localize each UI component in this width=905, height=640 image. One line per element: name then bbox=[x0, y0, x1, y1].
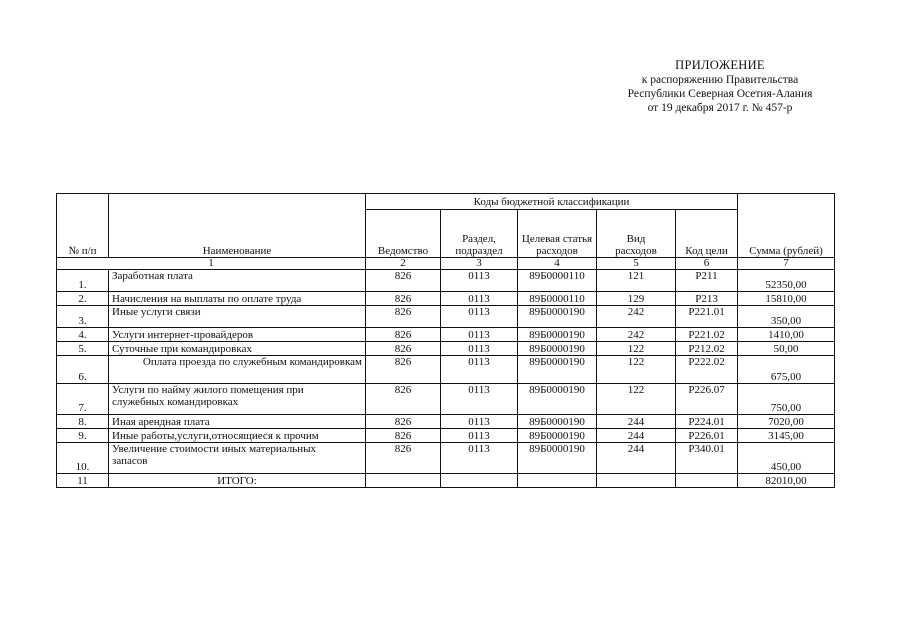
row-vedomstvo: 826 bbox=[366, 429, 441, 443]
row-razdel: 0113 bbox=[441, 415, 518, 429]
row-sum: 1410,00 bbox=[738, 328, 835, 342]
row-celevaya: 89Б0000190 bbox=[518, 342, 597, 356]
row-sum: 15810,00 bbox=[738, 292, 835, 306]
row-razdel: 0113 bbox=[441, 443, 518, 474]
column-number: 6 bbox=[676, 258, 738, 270]
row-num: 7. bbox=[57, 384, 109, 415]
total-num: 11 bbox=[57, 474, 109, 488]
row-name: Суточные при командировках bbox=[109, 342, 366, 356]
row-vedomstvo: 826 bbox=[366, 384, 441, 415]
header-budget-codes: Коды бюджетной классификации bbox=[366, 194, 738, 210]
row-name: Иные услуги связи bbox=[109, 306, 366, 328]
header-name: Наименование bbox=[109, 194, 366, 258]
row-sum: 50,00 bbox=[738, 342, 835, 356]
row-vedomstvo: 826 bbox=[366, 292, 441, 306]
empty-cell bbox=[441, 474, 518, 488]
table-row bbox=[57, 328, 835, 342]
row-vedomstvo: 826 bbox=[366, 328, 441, 342]
row-vid: 244 bbox=[597, 429, 676, 443]
row-num: 9. bbox=[57, 429, 109, 443]
row-kod-celi: P211 bbox=[676, 270, 738, 292]
header-razdel: Раздел, подраздел bbox=[441, 210, 518, 258]
header-vid: Вид расходов bbox=[597, 210, 676, 258]
table-row bbox=[57, 306, 835, 328]
header-kod-celi: Код цели bbox=[676, 210, 738, 258]
column-number: 4 bbox=[518, 258, 597, 270]
empty-cell bbox=[518, 474, 597, 488]
row-razdel: 0113 bbox=[441, 292, 518, 306]
table-row bbox=[57, 270, 835, 292]
row-razdel: 0113 bbox=[441, 384, 518, 415]
row-sum: 675,00 bbox=[738, 356, 835, 384]
row-vid: 122 bbox=[597, 384, 676, 415]
row-celevaya: 89Б0000190 bbox=[518, 443, 597, 474]
row-razdel: 0113 bbox=[441, 356, 518, 384]
row-sum: 52350,00 bbox=[738, 270, 835, 292]
row-num: 2. bbox=[57, 292, 109, 306]
header-line-decree: к распоряжению Правительства bbox=[641, 74, 799, 86]
row-kod-celi: P221.02 bbox=[676, 328, 738, 342]
column-numbers-row bbox=[57, 258, 835, 270]
row-celevaya: 89Б0000190 bbox=[518, 356, 597, 384]
row-name: Услуги по найму жилого помещения при служебных командировках bbox=[109, 384, 366, 415]
row-name: Оплата проезда по служебным командировкам bbox=[109, 356, 366, 384]
row-name: Заработная плата bbox=[109, 270, 366, 292]
total-sum: 82010,00 bbox=[738, 474, 835, 488]
empty-cell bbox=[366, 474, 441, 488]
empty-cell bbox=[597, 474, 676, 488]
row-vedomstvo: 826 bbox=[366, 443, 441, 474]
empty-cell bbox=[676, 474, 738, 488]
header-num: № п/п bbox=[57, 194, 109, 258]
row-vedomstvo: 826 bbox=[366, 415, 441, 429]
table-row bbox=[57, 342, 835, 356]
budget-table bbox=[56, 193, 835, 488]
row-num: 6. bbox=[57, 356, 109, 384]
row-vedomstvo: 826 bbox=[366, 342, 441, 356]
row-num: 4. bbox=[57, 328, 109, 342]
table-row bbox=[57, 415, 835, 429]
row-sum: 750,00 bbox=[738, 384, 835, 415]
column-number: 7 bbox=[738, 258, 835, 270]
row-sum: 450,00 bbox=[738, 443, 835, 474]
row-celevaya: 89Б0000190 bbox=[518, 328, 597, 342]
row-num: 10. bbox=[57, 443, 109, 474]
row-vid: 242 bbox=[597, 306, 676, 328]
row-vid: 244 bbox=[597, 415, 676, 429]
header-celevaya: Целевая статья расходов bbox=[518, 210, 597, 258]
row-vedomstvo: 826 bbox=[366, 270, 441, 292]
row-kod-celi: P340.01 bbox=[676, 443, 738, 474]
row-vedomstvo: 826 bbox=[366, 306, 441, 328]
row-celevaya: 89Б0000190 bbox=[518, 415, 597, 429]
row-vid: 122 bbox=[597, 356, 676, 384]
row-kod-celi: P224.01 bbox=[676, 415, 738, 429]
column-number: 1 bbox=[57, 258, 366, 270]
row-razdel: 0113 bbox=[441, 306, 518, 328]
total-row bbox=[57, 474, 835, 488]
row-name: Иная арендная плата bbox=[109, 415, 366, 429]
row-celevaya: 89Б0000190 bbox=[518, 384, 597, 415]
row-vid: 244 bbox=[597, 443, 676, 474]
row-razdel: 0113 bbox=[441, 328, 518, 342]
row-vedomstvo: 826 bbox=[366, 356, 441, 384]
row-num: 8. bbox=[57, 415, 109, 429]
row-kod-celi: P226.01 bbox=[676, 429, 738, 443]
total-label: ИТОГО: bbox=[109, 474, 366, 488]
row-celevaya: 89Б0000110 bbox=[518, 292, 597, 306]
table-row bbox=[57, 384, 835, 415]
row-name: Иные работы,услуги,относящиеся к прочим bbox=[109, 429, 366, 443]
row-celevaya: 89Б0000110 bbox=[518, 270, 597, 292]
row-kod-celi: P222.02 bbox=[676, 356, 738, 384]
row-vid: 129 bbox=[597, 292, 676, 306]
row-razdel: 0113 bbox=[441, 429, 518, 443]
row-name: Увеличение стоимости иных материальных запасов bbox=[109, 443, 366, 474]
header-sum: Сумма (рублей) bbox=[738, 194, 835, 258]
row-name: Услуги интернет-провайдеров bbox=[109, 328, 366, 342]
row-sum: 7020,00 bbox=[738, 415, 835, 429]
row-kod-celi: P212.02 bbox=[676, 342, 738, 356]
row-vid: 242 bbox=[597, 328, 676, 342]
column-number: 2 bbox=[366, 258, 441, 270]
row-celevaya: 89Б0000190 bbox=[518, 429, 597, 443]
row-sum: 350,00 bbox=[738, 306, 835, 328]
column-number: 3 bbox=[441, 258, 518, 270]
row-razdel: 0113 bbox=[441, 342, 518, 356]
row-name: Начисления на выплаты по оплате труда bbox=[109, 292, 366, 306]
row-vid: 121 bbox=[597, 270, 676, 292]
table-row bbox=[57, 443, 835, 474]
document-header bbox=[600, 58, 840, 115]
appendix-title: ПРИЛОЖЕНИЕ bbox=[675, 58, 765, 72]
table-row bbox=[57, 292, 835, 306]
table-row bbox=[57, 429, 835, 443]
header-line-date: от 19 декабря 2017 г. № 457-р bbox=[647, 102, 793, 114]
row-sum: 3145,00 bbox=[738, 429, 835, 443]
row-num: 5. bbox=[57, 342, 109, 356]
row-vid: 122 bbox=[597, 342, 676, 356]
row-kod-celi: P213 bbox=[676, 292, 738, 306]
row-celevaya: 89Б0000190 bbox=[518, 306, 597, 328]
column-number: 5 bbox=[597, 258, 676, 270]
row-kod-celi: P226.07 bbox=[676, 384, 738, 415]
row-razdel: 0113 bbox=[441, 270, 518, 292]
table-row bbox=[57, 356, 835, 384]
row-num: 1. bbox=[57, 270, 109, 292]
header-line-republic: Республики Северная Осетия-Алания bbox=[627, 88, 813, 100]
row-kod-celi: P221.01 bbox=[676, 306, 738, 328]
row-num: 3. bbox=[57, 306, 109, 328]
header-vedomstvo: Ведомство bbox=[366, 210, 441, 258]
